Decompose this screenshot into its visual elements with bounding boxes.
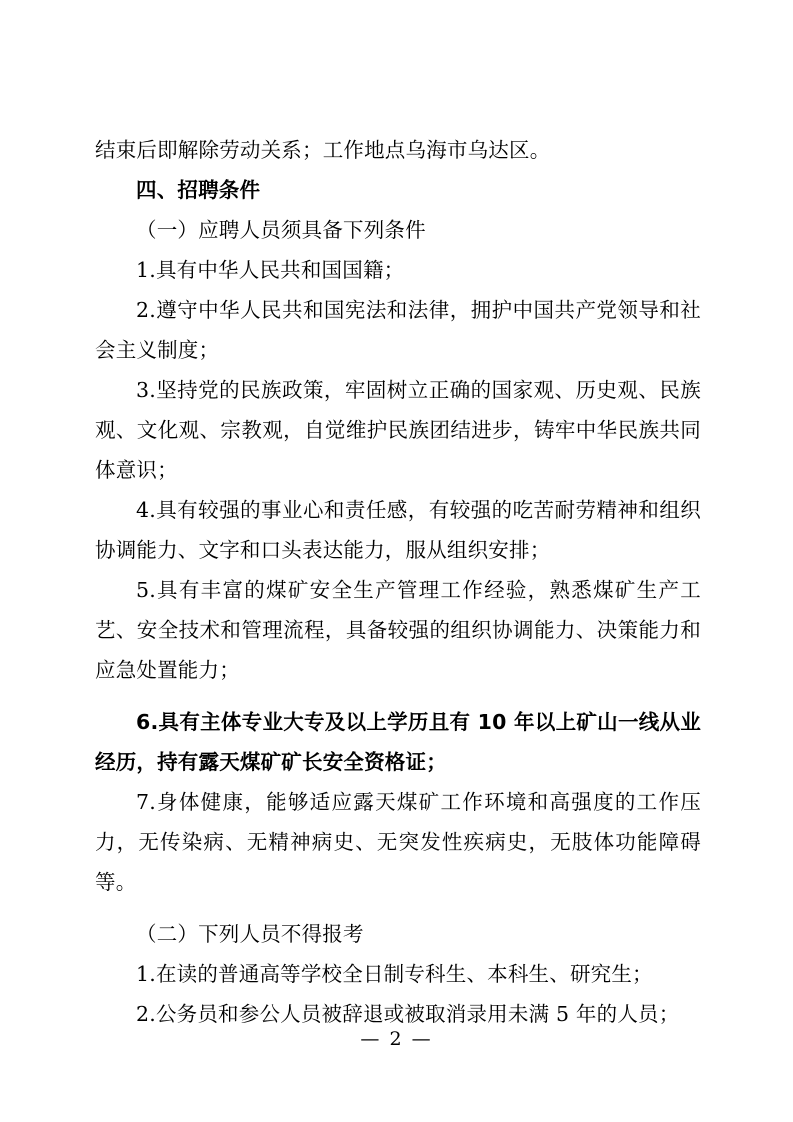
section-heading-recruitment-conditions: 四、招聘条件 bbox=[136, 178, 261, 202]
disqualification-item-1: 1.在读的普通高等学校全日制专科生、本科生、研究生； bbox=[136, 962, 653, 986]
subsection-heading-required-conditions: （一）应聘人员须具备下列条件 bbox=[136, 218, 426, 242]
paragraph-continuation: 结束后即解除劳动关系；工作地点乌海市乌达区。 bbox=[95, 138, 551, 162]
condition-item-6-emphasized: 6.具有主体专业大专及以上学历且有 10 年以上矿山一线从业经历，持有露天煤矿矿长安全资格证； bbox=[95, 710, 701, 774]
document-body bbox=[95, 130, 701, 1034]
condition-item-5: 5.具有丰富的煤矿安全生产管理工作经验，熟悉煤矿生产工艺、安全技术和管理流程，具备较强的组织协调能力、决策能力和应急处置能力； bbox=[95, 578, 701, 682]
condition-item-4: 4.具有较强的事业心和责任感，有较强的吃苦耐劳精神和组织协调能力、文字和口头表达能力，服从组织安排； bbox=[95, 498, 701, 562]
subsection-heading-disqualified-persons: （二）下列人员不得报考 bbox=[136, 922, 364, 946]
disqualification-item-2: 2.公务员和参公人员被辞退或被取消录用未满 5 年的人员； bbox=[136, 1002, 680, 1026]
condition-item-7: 7.身体健康，能够适应露天煤矿工作环境和高强度的工作压力，无传染病、无精神病史、无突发性疾病史，无肢体功能障碍等。 bbox=[95, 790, 701, 894]
condition-item-3: 3.坚持党的民族政策，牢固树立正确的国家观、历史观、民族观、文化观、宗教观，自觉维护民族团结进步，铸牢中华民族共同体意识； bbox=[95, 378, 701, 482]
spacer bbox=[95, 690, 701, 702]
spacer bbox=[95, 902, 701, 914]
condition-item-2: 2.遵守中华人民共和国宪法和法律，拥护中国共产党领导和社会主义制度； bbox=[95, 298, 701, 362]
page-number: — 2 — bbox=[360, 1028, 433, 1050]
condition-item-1: 1.具有中华人民共和国国籍； bbox=[136, 258, 405, 282]
